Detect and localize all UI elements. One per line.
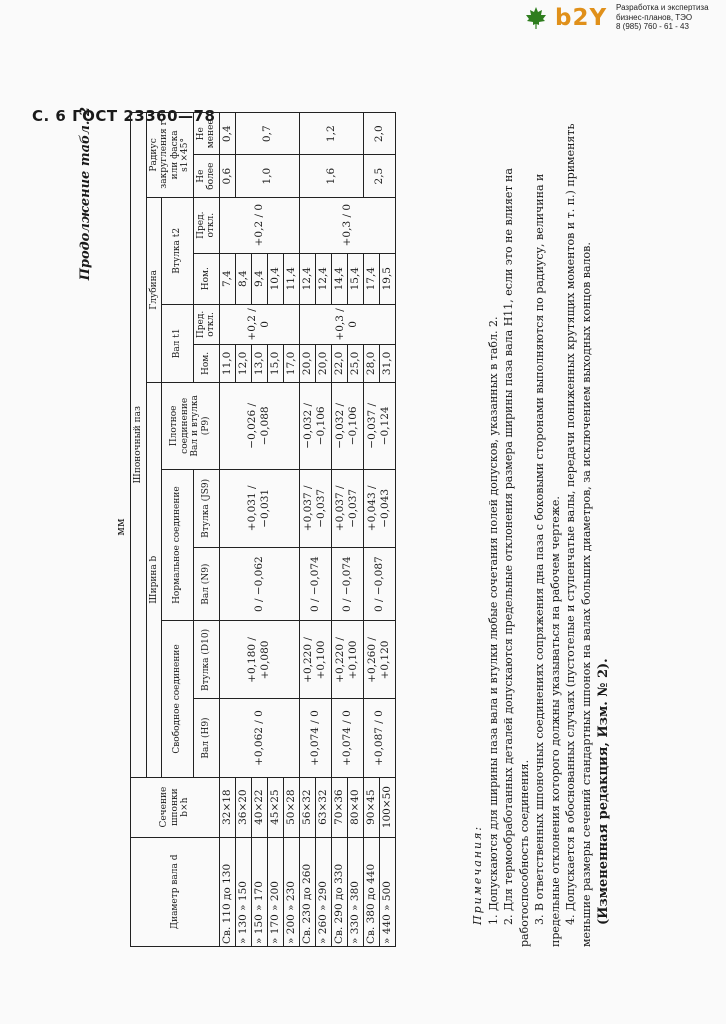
table-continuation-title: Продолжение табл. 2 [78,107,93,281]
col-t1-nom: Ном. [193,344,219,382]
note-item: 4. Допускается в обоснованных случаях (пустотелые и ступенчатые валы, передачи пониженных крутящих моментов и т. п.) применять меньшие размеры сечений стандартных шпонок на валах больших диаметров, за исключением выходных концов валов. [564,123,593,947]
col-t2-dev: Пред. откл. [193,197,219,253]
units-label: мм [114,518,127,536]
col-d10: Втулка (D10) [193,621,219,699]
page-header: С. 6 ГОСТ 23360—78 [32,107,216,125]
rotated-sheet [78,107,688,947]
note-item: 1. Допускаются для ширины паза вала и втулки любые сочетания полей допусков, указанных в табл. 2. [486,316,500,925]
col-t1-dev: Пред. откл. [193,304,219,344]
col-rmax: Не более [193,155,219,197]
col-normal: Нормальное соединение [162,469,194,621]
notes-title: Примечания: [471,824,484,925]
table-row: » 150 » 170 40×22 13,0 9,4 [251,113,267,947]
col-t2-nom: Ном. [193,253,219,304]
col-diameter: Диаметр вала d [131,837,220,946]
col-depth: Глубина [146,197,162,382]
table-row: » 200 » 230 50×28 17,0 11,4 [283,113,299,947]
note-item: 2. Для термообработанных деталей допускаются предельные отклонения размера ширины паза вала H11, если это не влияет на работоспособность соединения. [502,168,531,947]
col-section: Сечение шпонки b×h [131,777,220,837]
col-radius: Радиус закругления r или фаска s1×45° [146,113,193,198]
table-row: » 130 » 150 36×20 12,0 8,4 1,0 0,7 [235,113,251,947]
col-hub-t2: Втулка t2 [162,197,194,304]
table-row: Св. 290 до 330 70×36 +0,074 / 0 +0,220 / +0,100 0 / −0,074 +0,037 / −0,037 −0,032 / −0,106 22,0 14,4 [331,113,347,947]
col-h9: Вал (H9) [193,699,219,777]
table-row: Св. 380 до 440 90×45 +0,087 / 0 +0,260 / +0,120 0 / −0,087 +0,043 / −0,043 −0,037 / −0,124 28,0 17,4 2,5 2,0 [363,113,379,947]
table-row: » 440 » 500 100×50 31,0 19,5 [379,113,395,947]
company-logo [524,2,724,38]
table-row: Св. 110 до 130 32×18 +0,062 / 0 +0,180 / +0,080 0 / −0,062 +0,031 / −0,031 −0,026 / −0,088 11,0 +0,2 / 0 7,4 +0,2 / 0 0,6 0,4 [219,113,235,947]
col-free: Свободное соединение [162,621,194,777]
notes-section [470,117,612,947]
col-width: Ширина b [146,382,162,777]
note-item: 3. В ответственных шпоночных соединениях сопряжения дна паза с боковыми сторонами выполняются по радиусу, величина и предельные отклонения которого должны указываться на рабочем чертеже. [533,173,562,947]
maple-leaf-icon [524,6,548,30]
keyway-table [130,112,396,947]
logo-tagline: Разработка и экспертиза бизнес-планов, ТЭО 8 (985) 760 - 61 - 43 [616,3,709,31]
col-rmin: Не менее [193,113,219,155]
col-tight: Плотное соединение Вал и втулка (P9) [162,382,220,469]
col-keyway: Шпоночный паз [131,113,147,778]
table-row: » 260 » 290 63×32 20,0 12,4 [315,113,331,947]
col-n9: Вал (N9) [193,547,219,621]
table-row: Св. 230 до 260 56×32 +0,074 / 0 +0,220 / +0,100 0 / −0,074 +0,037 / −0,037 −0,032 / −0,106 20,0 +0,3 / 0 12,4 +0,3 / 0 1,6 1,2 [299,113,315,947]
col-shaft-t1: Вал t1 [162,304,194,382]
table-row: » 170 » 200 45×25 15,0 10,4 [267,113,283,947]
logo-brand: b2Y [555,5,608,31]
col-js9: Втулка (JS9) [193,469,219,547]
change-note: (Измененная редакция, Изм. № 2). [596,658,611,925]
table-row: » 330 » 380 80×40 25,0 15,4 [347,113,363,947]
